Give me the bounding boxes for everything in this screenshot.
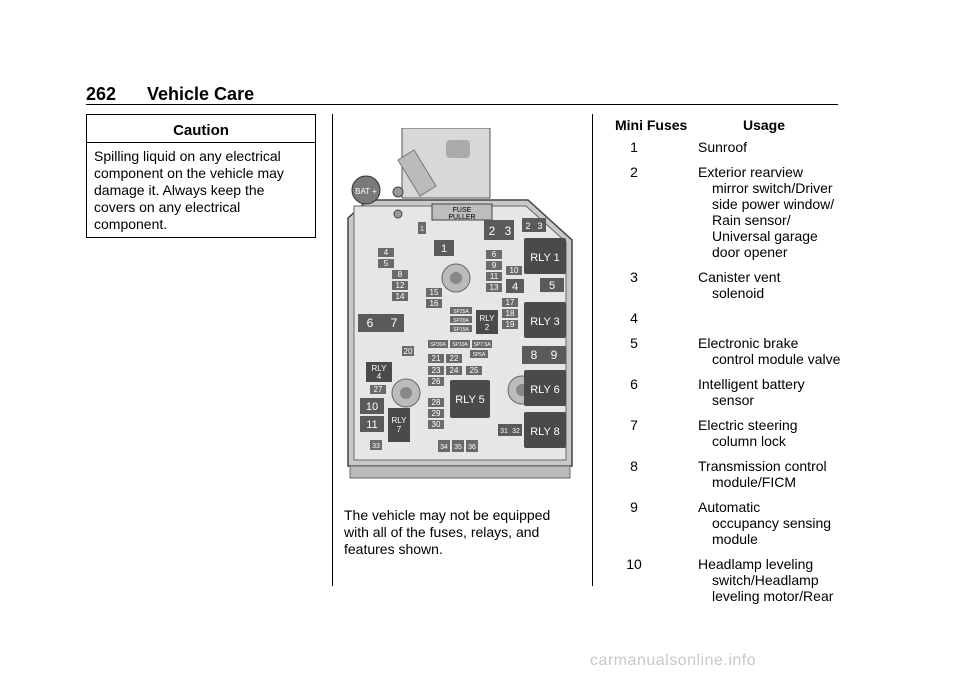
fuse-usage-line: side power window/ (712, 196, 835, 212)
header-rule (86, 104, 838, 105)
fuse-usage-line: leveling motor/Rear (712, 588, 834, 604)
fuse-usage-line: Sunroof (698, 139, 748, 155)
diagram-label: SP15A (453, 327, 469, 333)
fuse-number: 2 (630, 164, 638, 180)
diagram-label: 18 (505, 309, 515, 318)
page-header (86, 84, 254, 105)
fuse-usage-line: module (712, 531, 758, 547)
diagram-label: 2 (488, 224, 496, 238)
diagram-label: SP25A (453, 309, 469, 315)
fuse-block-diagram (346, 128, 574, 482)
diagram-label: 7 (390, 316, 398, 330)
fuse-usage-line: control module valve (712, 351, 841, 367)
diagram-label: 10 (509, 266, 519, 275)
diagram-label: 23 (431, 366, 441, 375)
diagram-label: 2 (484, 323, 490, 332)
fuse-usage-line: Universal garage (712, 228, 818, 244)
equipment-note: The vehicle may not be equipped with all of the fuses, relays, and features shown. (344, 507, 551, 557)
fuse-usage (698, 417, 848, 449)
fuse-usage-line: Exterior rearview (698, 164, 804, 180)
diagram-label: 17 (505, 298, 515, 307)
col-header-mini-fuses: Mini Fuses (615, 117, 688, 133)
diagram-label: 15 (429, 288, 439, 297)
fuse-usage-line: column lock (712, 433, 786, 449)
fuse-usage-line: occupancy sensing (712, 515, 832, 531)
diagram-label: RLY (371, 364, 387, 373)
fuse-number: 10 (626, 556, 642, 572)
diagram-label: 5 (383, 259, 389, 268)
diagram-label: 9 (550, 348, 558, 362)
caution-text: Spilling liquid on any electrical component on the vehicle may damage it. Always keep the covers on any electrical component. (94, 148, 284, 232)
diagram-label: 2 (525, 221, 531, 231)
fuse-usage (698, 269, 848, 301)
diagram-label: RLY 1 (530, 252, 560, 264)
fuse-number: 5 (630, 335, 638, 351)
diagram-label: 13 (489, 283, 499, 292)
diagram-label: 35 (454, 444, 462, 451)
column-divider-left (332, 114, 333, 586)
diagram-label: 25 (469, 366, 479, 375)
diagram-label: 10 (365, 401, 379, 413)
fuse-number: 8 (630, 458, 638, 474)
diagram-label: 24 (449, 366, 459, 375)
fuse-usage (698, 458, 848, 490)
diagram-label: 4 (511, 281, 519, 293)
diagram-label: 1 (440, 243, 448, 255)
diagram-label: SP5A (472, 352, 486, 358)
fuse-usage-line: module/FICM (712, 474, 797, 490)
fuse-number: 6 (630, 376, 638, 392)
diagram-label: 22 (449, 354, 459, 363)
col-header-usage: Usage (743, 117, 786, 133)
section-title: Vehicle Care (147, 84, 255, 104)
diagram-label: 3 (537, 221, 543, 231)
diagram-label: 30 (431, 420, 441, 429)
fuse-usage-line: Canister vent (698, 269, 781, 285)
diagram-label: FUSE (452, 207, 472, 214)
fuse-usage-line: Transmission control (698, 458, 827, 474)
diagram-label: 27 (373, 385, 383, 394)
fuse-usage-line: mirror switch/Driver (712, 180, 833, 196)
diagram-label: 7 (396, 425, 402, 434)
diagram-label: SP7.5A (473, 342, 491, 348)
fuse-usage-line: door opener (712, 244, 788, 260)
column-divider-right (592, 114, 593, 586)
fuse-usage-line: Electronic brake (698, 335, 799, 351)
fuse-usage (698, 139, 848, 155)
diagram-label: RLY 5 (455, 394, 485, 406)
diagram-label: 4 (376, 372, 382, 381)
diagram-label: SP10A (452, 342, 468, 348)
diagram-label: 16 (429, 299, 439, 308)
diagram-label: 26 (431, 377, 441, 386)
diagram-label: RLY (391, 416, 407, 425)
diagram-label: RLY 6 (530, 384, 560, 396)
fuse-usage (698, 335, 848, 367)
diagram-label: 33 (372, 443, 380, 450)
fuse-usage-line: solenoid (712, 285, 765, 301)
diagram-label: RLY 3 (530, 316, 560, 328)
watermark: carmanualsonline.info (590, 652, 757, 669)
fuse-number: 3 (630, 269, 638, 285)
diagram-label: SP20A (453, 318, 469, 324)
diagram-label: 6 (491, 250, 497, 259)
diagram-label: 8 (530, 348, 538, 362)
diagram-label: 6 (366, 316, 374, 330)
fuse-puller (432, 204, 492, 221)
diagram-label: 4 (383, 248, 389, 257)
fuse-usage-line: switch/Headlamp (712, 572, 819, 588)
page-number: 262 (86, 84, 117, 104)
fuse-usage (698, 164, 848, 260)
fuse-usage-line: sensor (712, 392, 755, 408)
diagram-label: 5 (548, 280, 556, 292)
diagram-label: RLY (479, 314, 495, 323)
diagram-label: 3 (504, 224, 512, 238)
fuse-usage-line: Intelligent battery (698, 376, 805, 392)
diagram-label: 19 (505, 320, 515, 329)
diagram-label: RLY 8 (530, 426, 560, 438)
caution-title: Caution (87, 115, 315, 143)
fuse-number: 1 (630, 139, 638, 155)
diagram-label: 29 (431, 409, 441, 418)
diagram-label: SP30A (430, 342, 446, 348)
fuse-number: 4 (630, 310, 638, 326)
diagram-label: 32 (512, 428, 520, 435)
diagram-label: 28 (431, 398, 441, 407)
fuse-number: 9 (630, 499, 638, 515)
fuse-usage-line: Electric steering (698, 417, 798, 433)
fuse-usage (698, 556, 848, 604)
diagram-label: 34 (440, 444, 448, 451)
diagram-label: 11 (489, 272, 499, 281)
diagram-label: 14 (395, 292, 405, 301)
fuse-number: 7 (630, 417, 638, 433)
diagram-label: BAT + (355, 187, 377, 196)
fuse-usage (698, 376, 848, 408)
caution-box (86, 114, 316, 238)
diagram-label: 11 (366, 419, 378, 431)
diagram-label: 1 (420, 226, 424, 233)
battery-terminal (352, 176, 380, 204)
diagram-label: PULLER (448, 214, 476, 221)
diagram-label: 20 (403, 347, 413, 356)
fuse-usage-line: Rain sensor/ (712, 212, 791, 228)
diagram-label: 36 (468, 444, 476, 451)
fuse-usage (698, 499, 848, 547)
diagram-label: 21 (431, 354, 441, 363)
diagram-label: 9 (491, 261, 497, 270)
fuse-usage-line: Automatic (698, 499, 761, 515)
diagram-label: 8 (397, 270, 403, 279)
fuse-usage-line: Headlamp leveling (698, 556, 814, 572)
diagram-label: 31 (500, 428, 508, 435)
diagram-label: 12 (395, 281, 405, 290)
